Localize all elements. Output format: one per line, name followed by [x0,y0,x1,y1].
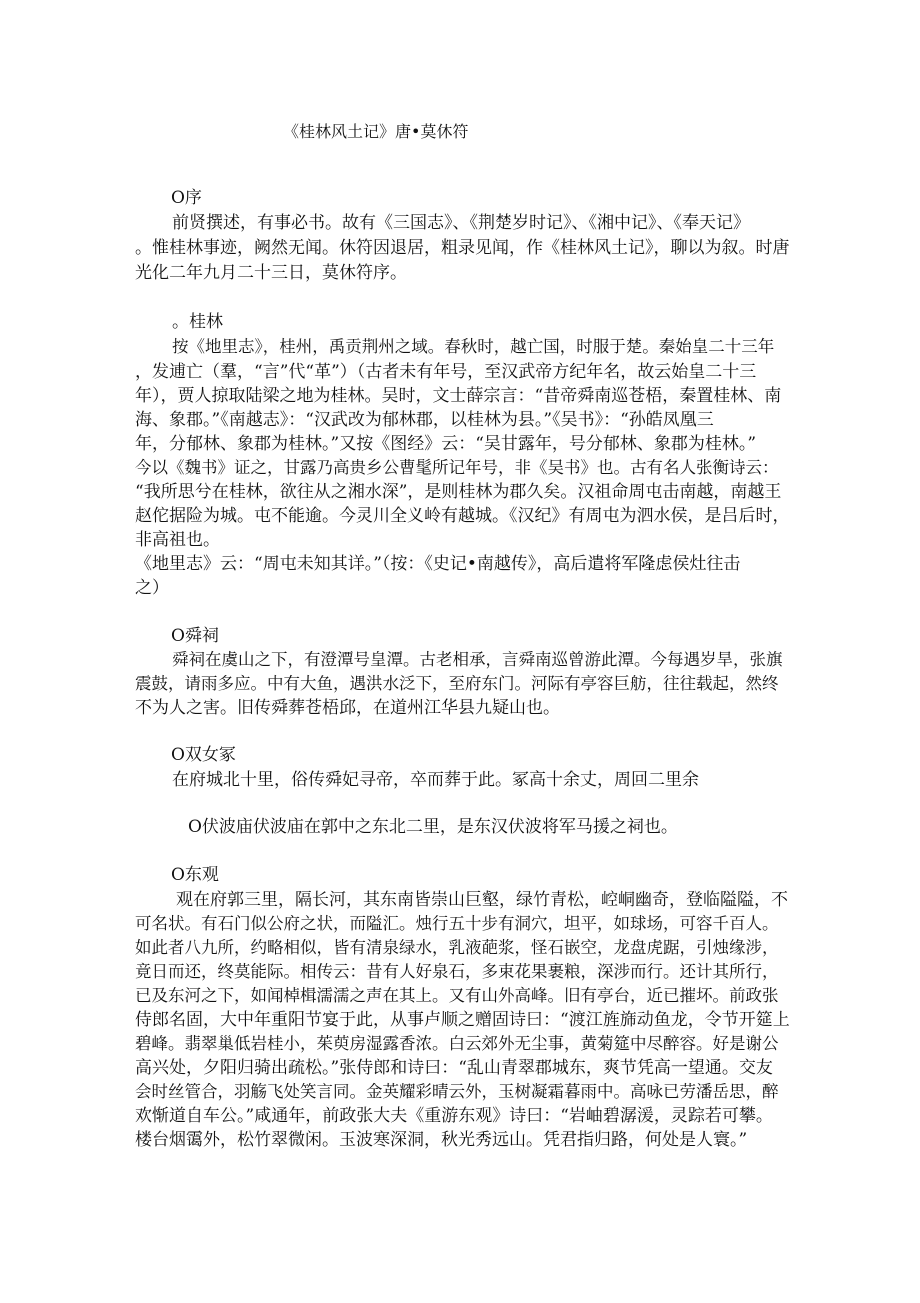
paragraph-line: 不为人之害。旧传舜葬苍梧邱，在道州江华县九疑山也。 [135,698,560,718]
section-heading-guilin: 。桂林 [172,312,223,332]
paragraph-line: 年），贾人掠取陆梁之地为桂林。吴时，文士薛宗言：“昔帝舜南巡苍梧，秦置桂林、南 [135,386,782,406]
section-heading-fubo-temple: O伏波庙伏波庙在郭中之东北二里，是东汉伏波将军马援之祠也。 [188,817,678,837]
paragraph-line: 《地里志》云：“周屯未知其详。”（按：《史记•南越传》，高后遣将军隆虑侯灶往击 [135,554,741,574]
section-heading-dongguan: O东观 [171,865,219,885]
paragraph-line: 楼台烟霭外，松竹翠微闲。玉波寒深洞，秋光秀远山。凭君指归路，何处是人寰。” [135,1130,748,1150]
paragraph-line: 侍郎名固，大中年重阳节宴于此，从事卢顺之赠固诗曰：“渡江旌旆动鱼龙，令节开筵上 [135,1010,790,1030]
paragraph-line: 年，分郁林、象郡为桂林。”又按《图经》云：“吴甘露年，号分郁林、象郡为桂林。” [135,434,757,454]
paragraph-line: 今以《魏书》证之，甘露乃高贵乡公曹髦所记年号，非《吴书》也。古有名人张衡诗云： [135,458,779,477]
section-heading-preface: O序 [171,188,202,208]
paragraph-line: 欢惭道自车公。”咸通年，前政张大夫《重游东观》诗曰：“岩岫碧潺湲，灵踪若可攀。 [135,1106,773,1126]
paragraph-line: 可名状。有石门似公府之状，而隘汇。烛行五十步有洞穴，坦平，如球场，可容千百人。 [135,914,779,933]
paragraph-line: 在府城北十里，俗传舜妃寻帝，卒而葬于此。冢高十余丈，周回二里余 [172,770,699,790]
paragraph-line: 非高祖也。 [135,530,220,550]
section-heading-twin-tomb: O双女冢 [171,745,236,765]
paragraph-line: 。惟桂林事迹，阙然无闻。休符因退居，粗录见闻，作《桂林风土记》，聊以为叙。时唐 [135,238,790,258]
paragraph-line: ，发逋亡（羣，“言”代“革”）（古者未有年号，至汉武帝方纪年名，故云始皇二十三 [135,362,757,382]
paragraph-line: 观在府郭三里，隔长河，其东南皆崇山巨壑，绿竹青松，崆峒幽奇，登临隘隘，不 [176,890,788,910]
paragraph-line: 如此者八九所，约略相似，皆有清泉绿水，乳液葩浆，怪石嵌空，龙盘虎踞，引烛缘涉， [135,938,779,957]
section-heading-shun-temple: O舜祠 [171,626,219,646]
paragraph-line: 海、象郡。”《南越志》：“汉武改为郁林郡，以桂林为县。”《吴书》：“孙皓凤凰三 [135,410,714,430]
paragraph-line: 赵佗据险为城。屯不能逾。今灵川全义岭有越城。《汉纪》有周屯为泗水侯，是吕后时， [135,506,790,526]
paragraph-line: 震鼓，请雨多应。中有大鱼，遇洪水泛下，至府东门。河际有亭容巨舫，往往载起，然终 [135,674,779,693]
paragraph-line: 高兴处，夕阳归骑出疏松。”张侍郎和诗曰：“乱山青翠郡城东，爽节凭高一望通。交友 [135,1058,773,1078]
paragraph-line: 舜祠在虞山之下，有澄潭号皇潭。古老相承，言舜南巡曾游此潭。今每遇岁旱，张旗 [172,650,783,669]
paragraph-line: 会时丝管合，羽觞飞处笑言同。金英耀彩晴云外，玉树凝霜暮雨中。高咏已劳潘岳思，醉 [135,1082,779,1101]
paragraph-line: 碧峰。翡翠巢低岩桂小，茱萸房湿露香浓。白云郊外无尘事，黄菊筵中尽醉容。好是谢公 [135,1034,779,1053]
document-title: 《桂林风土记》唐•莫休符 [283,122,469,141]
paragraph-line: “我所思兮在桂林，欲往从之湘水深”，是则桂林为郡久矣。汉祖命周屯击南越，南越王 [135,482,782,502]
paragraph-line: 已及东河之下，如闻棹楫濡濡之声在其上。又有山外高峰。旧有亭台，近已摧坏。前政张 [135,986,779,1005]
paragraph-line: 光化二年九月二十三日，莫休符序。 [135,263,407,283]
paragraph-line: 前贤撰述，有事必书。故有《三国志》、《荆楚岁时记》、《湘中记》、《奉天记》 [172,213,750,233]
paragraph-line: 竟日而还，终莫能际。相传云：昔有人好泉石，多束花果裹粮，深涉而行。还计其所行， [135,962,779,981]
paragraph-line: 之） [135,578,169,598]
paragraph-line: 按《地里志》，桂州，禹贡荆州之域。春秋时，越亡国，时服于楚。秦始皇二十三年 [172,337,775,356]
